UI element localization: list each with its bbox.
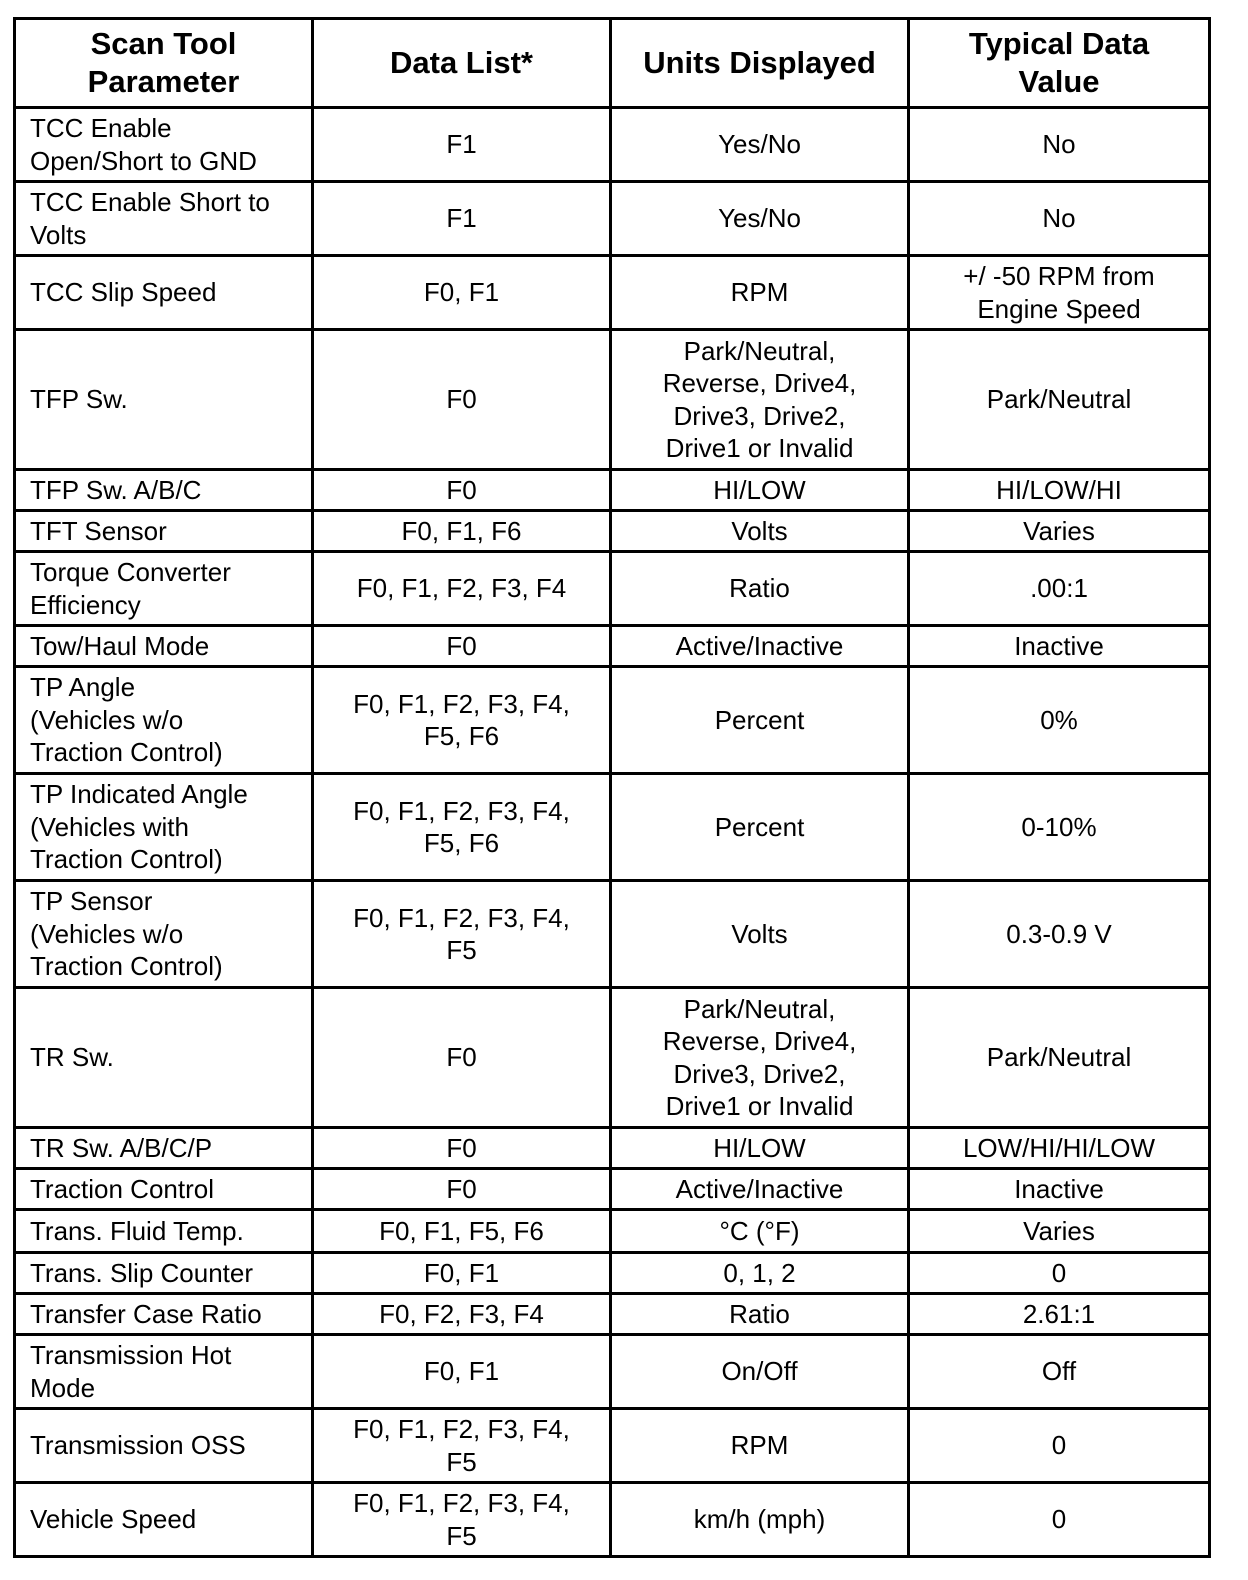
table-row <box>15 182 1210 256</box>
cell-units: Ratio <box>611 1294 909 1335</box>
cell-parameter: Trans. Fluid Temp. <box>15 1210 313 1253</box>
cell-parameter: Traction Control <box>15 1169 313 1210</box>
cell-data-list: F1 <box>313 108 611 182</box>
table-row <box>15 881 1210 988</box>
cell-typical-value: Off <box>909 1335 1210 1409</box>
cell-parameter: Tow/Haul Mode <box>15 626 313 667</box>
cell-units: Ratio <box>611 552 909 626</box>
cell-data-list: F0, F1 <box>313 1253 611 1294</box>
cell-parameter: Transmission OSS <box>15 1409 313 1483</box>
cell-data-list: F0, F1 <box>313 256 611 330</box>
cell-units: °C (°F) <box>611 1210 909 1253</box>
table-body <box>15 108 1210 1557</box>
cell-parameter: Transmission Hot Mode <box>15 1335 313 1409</box>
header-scan-tool-parameter: Scan Tool Parameter <box>15 19 313 108</box>
cell-typical-value: .00:1 <box>909 552 1210 626</box>
cell-units: Volts <box>611 881 909 988</box>
scan-tool-data-table <box>13 17 1211 1558</box>
cell-parameter: TFT Sensor <box>15 511 313 552</box>
table-row <box>15 1335 1210 1409</box>
cell-parameter: TFP Sw. A/B/C <box>15 470 313 511</box>
cell-units: km/h (mph) <box>611 1483 909 1557</box>
cell-typical-value: 0 <box>909 1253 1210 1294</box>
cell-parameter: Torque Converter Efficiency <box>15 552 313 626</box>
table-row <box>15 1128 1210 1169</box>
cell-data-list: F0, F1, F5, F6 <box>313 1210 611 1253</box>
cell-units: Volts <box>611 511 909 552</box>
cell-data-list: F0 <box>313 470 611 511</box>
cell-typical-value: Inactive <box>909 1169 1210 1210</box>
cell-units: Active/Inactive <box>611 1169 909 1210</box>
cell-parameter: TR Sw. <box>15 988 313 1128</box>
table-row <box>15 1253 1210 1294</box>
cell-units: RPM <box>611 1409 909 1483</box>
cell-data-list: F0 <box>313 330 611 470</box>
table-row <box>15 1409 1210 1483</box>
cell-parameter: TP Indicated Angle (Vehicles with Traction Control) <box>15 774 313 881</box>
cell-units: Yes/No <box>611 182 909 256</box>
cell-data-list: F1 <box>313 182 611 256</box>
cell-typical-value: 0 <box>909 1409 1210 1483</box>
cell-units: Percent <box>611 774 909 881</box>
cell-typical-value: Park/Neutral <box>909 330 1210 470</box>
cell-data-list: F0, F1, F2, F3, F4, F5, F6 <box>313 667 611 774</box>
table-row <box>15 256 1210 330</box>
cell-data-list: F0 <box>313 988 611 1128</box>
cell-parameter: TP Sensor (Vehicles w/o Traction Control) <box>15 881 313 988</box>
cell-data-list: F0 <box>313 1128 611 1169</box>
cell-units: Active/Inactive <box>611 626 909 667</box>
cell-typical-value: Varies <box>909 511 1210 552</box>
cell-units: 0, 1, 2 <box>611 1253 909 1294</box>
cell-data-list: F0, F1 <box>313 1335 611 1409</box>
cell-typical-value: 2.61:1 <box>909 1294 1210 1335</box>
cell-data-list: F0, F1, F6 <box>313 511 611 552</box>
table-row <box>15 626 1210 667</box>
cell-units: Park/Neutral, Reverse, Drive4, Drive3, Drive2, Drive1 or Invalid <box>611 988 909 1128</box>
cell-parameter: Trans. Slip Counter <box>15 1253 313 1294</box>
cell-units: RPM <box>611 256 909 330</box>
cell-parameter: Transfer Case Ratio <box>15 1294 313 1335</box>
table-header-row <box>15 19 1210 108</box>
cell-typical-value: 0% <box>909 667 1210 774</box>
table-row <box>15 988 1210 1128</box>
table-row <box>15 108 1210 182</box>
table-row <box>15 552 1210 626</box>
table-row <box>15 511 1210 552</box>
cell-typical-value: Inactive <box>909 626 1210 667</box>
cell-data-list: F0 <box>313 626 611 667</box>
cell-parameter: TCC Enable Short to Volts <box>15 182 313 256</box>
cell-parameter: TCC Enable Open/Short to GND <box>15 108 313 182</box>
table-row <box>15 1483 1210 1557</box>
cell-typical-value: +/ -50 RPM from Engine Speed <box>909 256 1210 330</box>
cell-typical-value: No <box>909 182 1210 256</box>
cell-units: HI/LOW <box>611 1128 909 1169</box>
cell-data-list: F0, F1, F2, F3, F4, F5, F6 <box>313 774 611 881</box>
table-row <box>15 470 1210 511</box>
cell-typical-value: No <box>909 108 1210 182</box>
table-row <box>15 774 1210 881</box>
cell-data-list: F0, F1, F2, F3, F4, F5 <box>313 1483 611 1557</box>
header-typical-data-value: Typical Data Value <box>909 19 1210 108</box>
cell-parameter: TFP Sw. <box>15 330 313 470</box>
cell-data-list: F0, F2, F3, F4 <box>313 1294 611 1335</box>
cell-units: Yes/No <box>611 108 909 182</box>
table-row <box>15 330 1210 470</box>
cell-data-list: F0, F1, F2, F3, F4 <box>313 552 611 626</box>
header-units-displayed: Units Displayed <box>611 19 909 108</box>
cell-typical-value: 0-10% <box>909 774 1210 881</box>
cell-units: Park/Neutral, Reverse, Drive4, Drive3, Drive2, Drive1 or Invalid <box>611 330 909 470</box>
cell-typical-value: HI/LOW/HI <box>909 470 1210 511</box>
cell-units: Percent <box>611 667 909 774</box>
table-row <box>15 667 1210 774</box>
cell-data-list: F0, F1, F2, F3, F4, F5 <box>313 881 611 988</box>
scan-tool-data-table-container <box>13 17 1208 1558</box>
table-row <box>15 1169 1210 1210</box>
table-row <box>15 1210 1210 1253</box>
cell-typical-value: LOW/HI/HI/LOW <box>909 1128 1210 1169</box>
cell-units: On/Off <box>611 1335 909 1409</box>
cell-typical-value: Park/Neutral <box>909 988 1210 1128</box>
cell-typical-value: 0.3-0.9 V <box>909 881 1210 988</box>
table-row <box>15 1294 1210 1335</box>
cell-parameter: TP Angle (Vehicles w/o Traction Control) <box>15 667 313 774</box>
cell-parameter: Vehicle Speed <box>15 1483 313 1557</box>
cell-units: HI/LOW <box>611 470 909 511</box>
header-data-list: Data List* <box>313 19 611 108</box>
cell-data-list: F0 <box>313 1169 611 1210</box>
cell-typical-value: Varies <box>909 1210 1210 1253</box>
cell-parameter: TCC Slip Speed <box>15 256 313 330</box>
cell-parameter: TR Sw. A/B/C/P <box>15 1128 313 1169</box>
cell-typical-value: 0 <box>909 1483 1210 1557</box>
cell-data-list: F0, F1, F2, F3, F4, F5 <box>313 1409 611 1483</box>
